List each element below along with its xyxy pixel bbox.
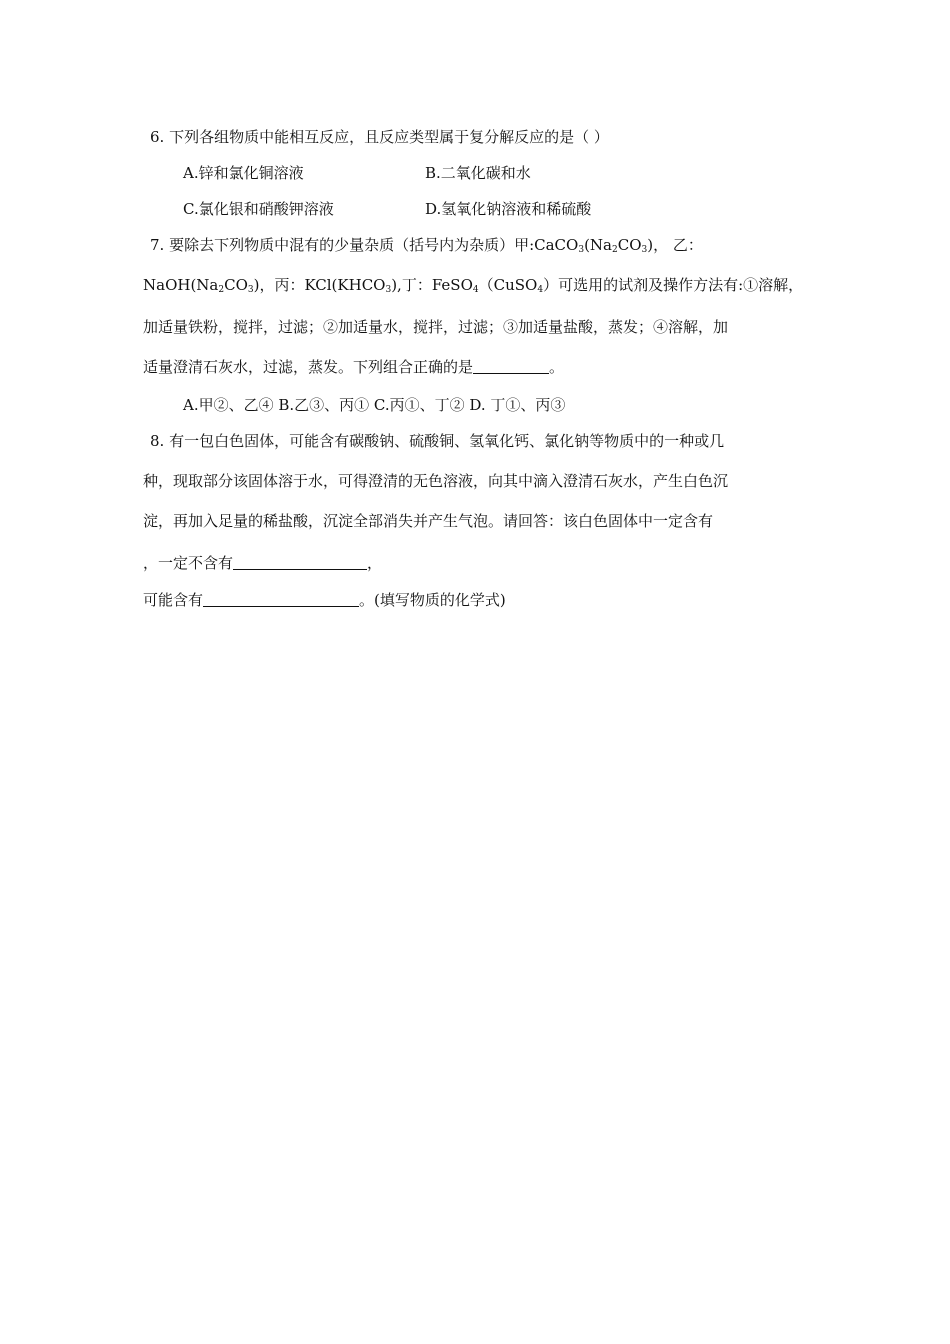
q8-not-contain-blank[interactable] (233, 553, 367, 570)
q8-l4-text: ，一定不含有 (143, 554, 234, 572)
q7-line-4 (143, 356, 564, 378)
q7-l2-text: ）可选用的试剂及操作方法有:①溶解， (543, 276, 804, 294)
subscript: 4 (537, 285, 544, 295)
q8-l5-end: 。(填写物质的化学式) (359, 591, 506, 609)
q7-l4-text: 适量澄清石灰水，过滤，蒸发。下列组合正确的是 (143, 358, 474, 376)
q7-l2-text: ),丁：FeSO (391, 276, 473, 294)
q7-line-3: 加适量铁粉，搅拌，过滤；②加适量水，搅拌，过滤；③加适量盐酸，蒸发；④溶解，加 (143, 318, 729, 336)
q6-stem: 6. 下列各组物质中能相互反应，且反应类型属于复分解反应的是（ ） (150, 128, 609, 146)
q8-line-4 (143, 552, 382, 574)
q7-l2-text: NaOH(Na (143, 276, 219, 294)
q8-l5-text: 可能含有 (143, 591, 204, 609)
q6-option-b: B.二氧化碳和水 (425, 164, 531, 182)
q8-line-2: 种，现取部分该固体溶于水，可得澄清的无色溶液，向其中滴入澄清石灰水，产生白色沉 (143, 472, 729, 490)
q8-line-1: 8. 有一包白色固体，可能含有碳酸钠、硫酸铜、氢氧化钙、氯化钠等物质中的一种或几 (150, 432, 725, 450)
q7-l2-text: CO (224, 276, 248, 294)
q8-l4-end: ， (367, 554, 383, 572)
subscript: 3 (385, 285, 392, 295)
q6-option-d: D.氢氧化钠溶液和稀硫酸 (425, 200, 592, 218)
q7-options: A.甲②、乙④ B.乙③、丙① C.丙①、丁② D. 丁①、丙③ (183, 396, 566, 414)
q7-l1-text: (Na (584, 236, 612, 254)
subscript: 2 (612, 245, 618, 255)
q6-option-c: C.氯化银和硝酸钾溶液 (183, 200, 334, 218)
subscript: 3 (641, 245, 648, 255)
subscript: 3 (247, 285, 254, 295)
q8-may-contain-blank[interactable] (203, 590, 359, 607)
q7-l2-text: （CuSO (478, 276, 538, 294)
q7-l4-end: 。 (549, 358, 565, 376)
q7-l1-text: 7. 要除去下列物质中混有的少量杂质（括号内为杂质）甲:CaCO (150, 236, 579, 254)
q7-answer-blank[interactable] (473, 357, 549, 374)
subscript: 4 (472, 285, 479, 295)
q8-line-3: 淀，再加入足量的稀盐酸，沉淀全部消失并产生气泡。请回答：该白色固体中一定含有 (143, 512, 714, 530)
q7-line-2 (143, 274, 803, 296)
q7-l2-text: )，丙：KCl(KHCO (253, 276, 386, 294)
q7-l1-text: )， 乙： (647, 236, 703, 254)
q6-option-a: A.锌和氯化铜溶液 (183, 164, 304, 182)
q7-l1-text: CO (617, 236, 642, 254)
subscript: 3 (578, 245, 585, 255)
q8-line-5 (143, 589, 506, 611)
subscript: 2 (218, 285, 225, 295)
q7-line-1 (150, 234, 703, 256)
